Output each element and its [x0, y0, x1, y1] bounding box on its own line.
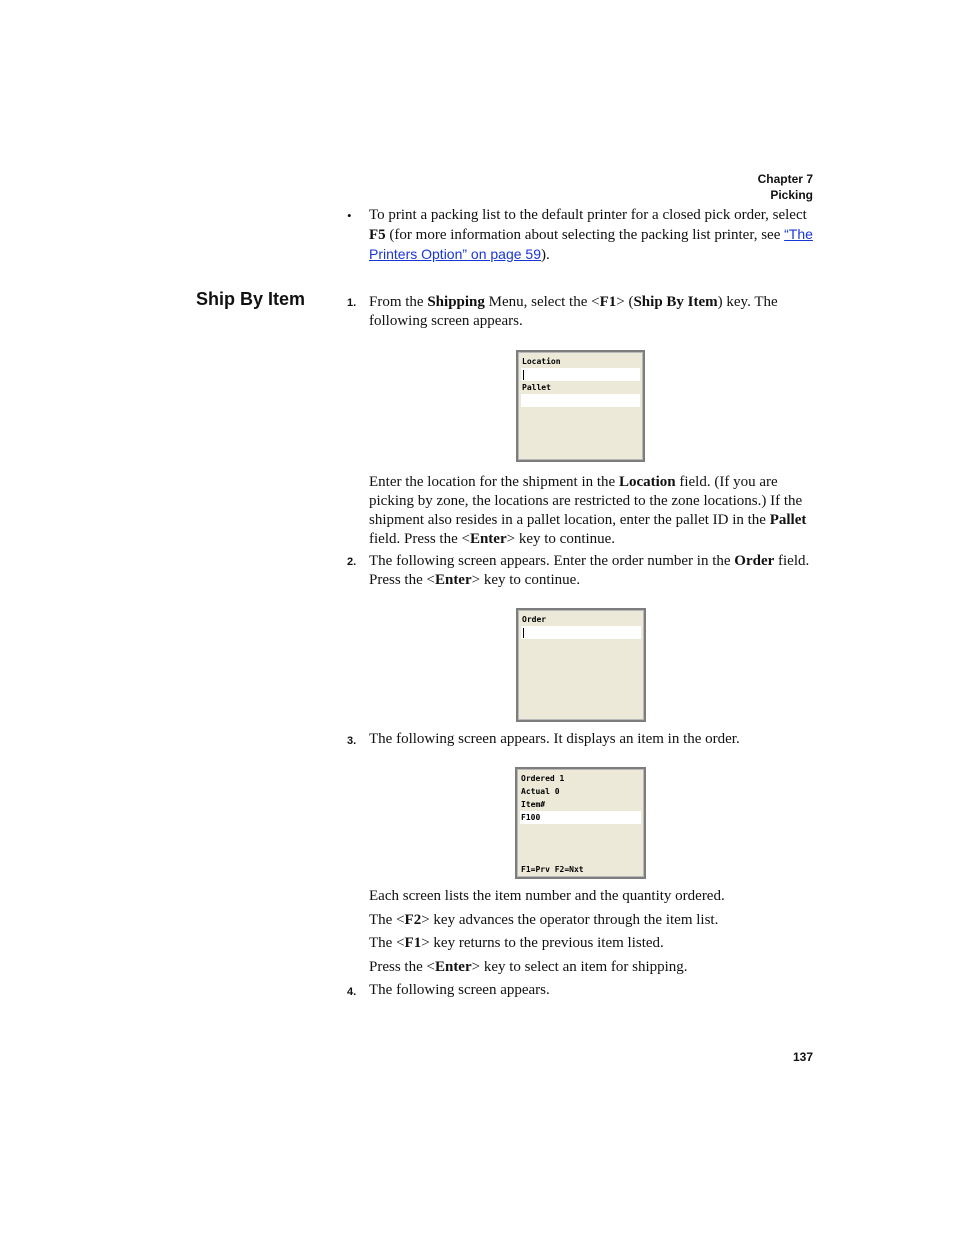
- f1-t1: The <: [369, 935, 405, 951]
- f2-t1: The <: [369, 912, 405, 928]
- step-4-number: 4.: [347, 986, 357, 998]
- screen-item: [515, 767, 646, 879]
- enter-t2: > key to select an item for shipping.: [471, 959, 688, 975]
- step-2-t3: > key to continue.: [471, 572, 581, 588]
- loc-t4: > key to continue.: [506, 531, 616, 547]
- step-1-b3: Ship By Item: [633, 294, 718, 310]
- f1-b1: F1: [404, 935, 422, 951]
- loc-t3: field. Press the <: [369, 531, 470, 547]
- actual-line: Actual 0: [521, 787, 560, 796]
- step-1-t2: Menu, select the <: [484, 294, 600, 310]
- screen-order: [516, 608, 646, 722]
- bullet-text-a: To print a packing list to the default printer for a closed pick order, select: [369, 207, 807, 223]
- each-screen-paragraph: Each screen lists the item number and the quantity ordered.: [369, 888, 725, 904]
- loc-t1: Enter the location for the shipment in the: [369, 474, 619, 490]
- pallet-label: Pallet: [522, 383, 551, 392]
- step-1-b1: Shipping: [427, 294, 485, 310]
- loc-b2: Pallet: [769, 512, 807, 528]
- location-field[interactable]: [521, 368, 640, 381]
- bullet-text-b: (for more information about selecting the packing list printer, see: [385, 227, 785, 243]
- step-1-number: 1.: [347, 297, 357, 309]
- ordered-line: Ordered 1: [521, 774, 565, 783]
- section-title: Ship By Item: [196, 289, 306, 309]
- page-number: 137: [792, 1050, 813, 1064]
- step-1-text: [369, 293, 819, 331]
- order-label: Order: [522, 615, 547, 624]
- pallet-field[interactable]: [521, 394, 640, 407]
- bullet-paragraph: [369, 206, 819, 265]
- f1-t2: > key returns to the previous item listed.: [421, 935, 664, 951]
- step-2-number: 2.: [347, 556, 357, 568]
- enter-t1: Press the <: [369, 959, 435, 975]
- text-cursor: [523, 628, 524, 638]
- f2-b1: F2: [404, 912, 422, 928]
- step-1-t3: > (: [616, 294, 634, 310]
- item-value: F100: [521, 813, 541, 822]
- loc-b3: Enter: [469, 531, 507, 547]
- location-label: Location: [522, 357, 561, 366]
- location-paragraph: [369, 473, 819, 549]
- step-3-number: 3.: [347, 735, 357, 747]
- step-1-t1: From the: [369, 294, 428, 310]
- screen-location-pallet: [516, 350, 645, 462]
- bullet-marker: •: [347, 208, 352, 223]
- step-2-text: [369, 552, 819, 590]
- item-label: Item#: [521, 800, 546, 809]
- f2-t2: > key advances the operator through the item list.: [421, 912, 719, 928]
- step-2-t1: The following screen appears. Enter the order number in the: [369, 553, 735, 569]
- running-header: [758, 171, 813, 203]
- text-cursor: [523, 370, 524, 380]
- bullet-text-c: ).: [541, 247, 550, 263]
- chapter-title: Picking: [770, 188, 813, 202]
- step-1-t4: ) key. The following screen appears.: [369, 294, 778, 329]
- step-4-text: The following screen appears.: [369, 982, 550, 998]
- step-2-b2: Enter: [434, 572, 472, 588]
- printers-option-link[interactable]: “The Printers Option” on page 59: [369, 226, 813, 262]
- enter-b1: Enter: [434, 959, 472, 975]
- step-1-b2: F1: [599, 294, 617, 310]
- step-2-b1: Order: [734, 553, 775, 569]
- f2-paragraph: [369, 911, 819, 930]
- bullet-bold-f5: F5: [369, 227, 386, 243]
- loc-t2: field. (If you are picking by zone, the locations are restricted to the zone locations.) If the shipment also resides in a pallet location, enter the pallet ID in the: [369, 474, 803, 528]
- order-field[interactable]: [521, 626, 641, 639]
- chapter-label: Chapter 7: [757, 172, 813, 186]
- step-2-t2: field. Press the <: [369, 553, 810, 588]
- f1-paragraph: [369, 934, 819, 953]
- step-3-text: The following screen appears. It displays an item in the order.: [369, 731, 740, 747]
- function-keys-footer: F1=Prv F2=Nxt: [521, 865, 584, 874]
- enter-paragraph: [369, 958, 819, 977]
- loc-b1: Location: [618, 474, 676, 490]
